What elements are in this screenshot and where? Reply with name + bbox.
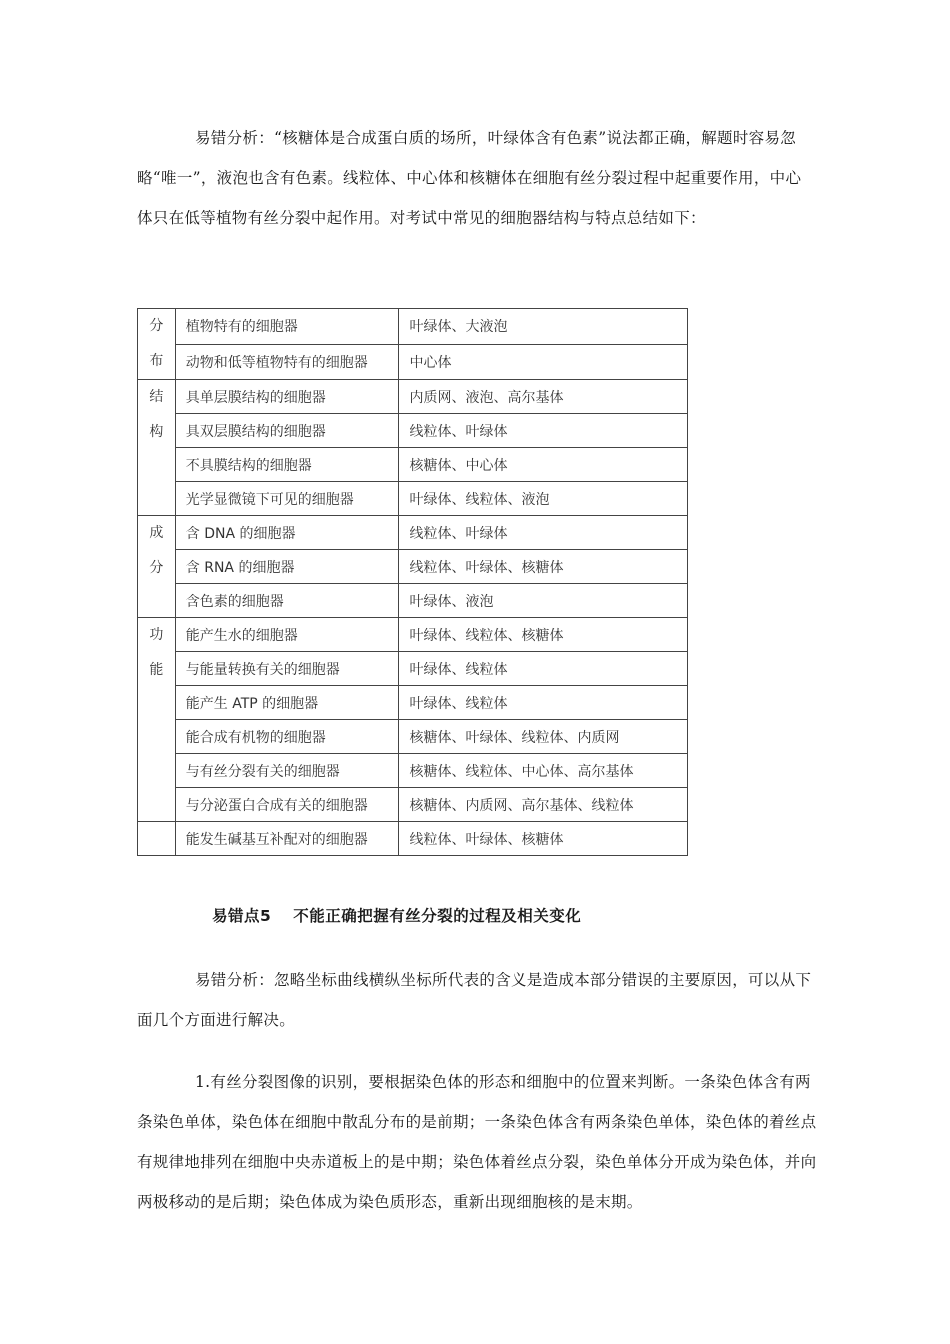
table-row — [138, 550, 688, 584]
section-heading — [212, 904, 581, 926]
organelle-list-cell: 叶绿体、液泡 — [399, 584, 688, 618]
organelle-list-cell: 核糖体、中心体 — [399, 448, 688, 482]
organelle-list-cell: 内质网、液泡、高尔基体 — [399, 380, 688, 414]
organelle-list-cell: 叶绿体、线粒体、液泡 — [399, 482, 688, 516]
organelle-list-cell: 叶绿体、线粒体 — [399, 686, 688, 720]
category-cell — [138, 516, 176, 618]
organelle-feature-cell: 与分泌蛋白合成有关的细胞器 — [175, 788, 399, 822]
category-char: 结 — [149, 389, 164, 405]
organelle-feature-cell: 与有丝分裂有关的细胞器 — [175, 754, 399, 788]
table-row — [138, 720, 688, 754]
table-row — [138, 380, 688, 414]
organelle-table — [137, 308, 688, 856]
category-char: 功 — [149, 627, 164, 643]
category-char: 能 — [149, 662, 164, 678]
organelle-feature-cell: 能产生 ATP 的细胞器 — [175, 686, 399, 720]
organelle-list-cell: 核糖体、内质网、高尔基体、线粒体 — [399, 788, 688, 822]
mitosis-point-1: 1.有丝分裂图像的识别，要根据染色体的形态和细胞中的位置来判断。一条染色体含有两条染色单体，染色体在细胞中散乱分布的是前期；一条染色体含有两条染色单体，染色体的着丝点有规律地排列在细胞中央赤道板上的是中期；染色体着丝点分裂，染色单体分开成为染色体，并向两极移动的是后期；染色体成为染色质形态，重新出现细胞核的是末期。 — [137, 1073, 817, 1211]
organelle-feature-cell: 具单层膜结构的细胞器 — [175, 380, 399, 414]
organelle-feature-cell: 与能量转换有关的细胞器 — [175, 652, 399, 686]
table-row — [138, 686, 688, 720]
category-cell — [138, 380, 176, 516]
organelle-feature-cell: 含 DNA 的细胞器 — [175, 516, 399, 550]
category-char: 分 — [149, 560, 164, 576]
organelle-list-cell: 线粒体、叶绿体 — [399, 414, 688, 448]
analysis-paragraph-2: 易错分析：忽略坐标曲线横纵坐标所代表的含义是造成本部分错误的主要原因，可以从下面几个方面进行解决。 — [137, 971, 812, 1029]
organelle-feature-cell: 能发生碱基互补配对的细胞器 — [175, 822, 399, 856]
table-row — [138, 448, 688, 482]
table-row — [138, 822, 688, 856]
table-row — [138, 414, 688, 448]
organelle-list-cell: 线粒体、叶绿体、核糖体 — [399, 822, 688, 856]
category-char: 布 — [149, 353, 164, 369]
table-row — [138, 754, 688, 788]
category-char: 成 — [149, 525, 164, 541]
organelle-table-body — [138, 309, 688, 856]
organelle-feature-cell: 动物和低等植物特有的细胞器 — [175, 344, 399, 380]
organelle-list-cell: 线粒体、叶绿体 — [399, 516, 688, 550]
section-number: 易错点5 — [212, 907, 272, 925]
category-cell — [138, 822, 176, 856]
analysis-paragraph: 易错分析：“核糖体是合成蛋白质的场所，叶绿体含有色素”说法都正确，解题时容易忽略“唯一”，液泡也含有色素。线粒体、中心体和核糖体在细胞有丝分裂过程中起重要作用，中心体只在低等植物有丝分裂中起作用。对考试中常见的细胞器结构与特点总结如下： — [137, 129, 802, 227]
organelle-feature-cell: 含色素的细胞器 — [175, 584, 399, 618]
organelle-feature-cell: 能合成有机物的细胞器 — [175, 720, 399, 754]
table-row — [138, 309, 688, 345]
organelle-list-cell: 叶绿体、线粒体、核糖体 — [399, 618, 688, 652]
organelle-feature-cell: 光学显微镜下可见的细胞器 — [175, 482, 399, 516]
category-char: 分 — [149, 318, 164, 334]
table-row — [138, 482, 688, 516]
table-row — [138, 788, 688, 822]
category-char: 构 — [149, 424, 164, 440]
organelle-feature-cell: 具双层膜结构的细胞器 — [175, 414, 399, 448]
section-title: 不能正确把握有丝分裂的过程及相关变化 — [293, 907, 582, 925]
organelle-feature-cell: 含 RNA 的细胞器 — [175, 550, 399, 584]
category-cell — [138, 309, 176, 380]
organelle-list-cell: 叶绿体、大液泡 — [399, 309, 688, 345]
table-row — [138, 652, 688, 686]
table-row — [138, 516, 688, 550]
organelle-feature-cell: 不具膜结构的细胞器 — [175, 448, 399, 482]
organelle-list-cell: 叶绿体、线粒体 — [399, 652, 688, 686]
table-row — [138, 344, 688, 380]
table-row — [138, 584, 688, 618]
organelle-feature-cell: 能产生水的细胞器 — [175, 618, 399, 652]
organelle-list-cell: 线粒体、叶绿体、核糖体 — [399, 550, 688, 584]
organelle-list-cell: 核糖体、线粒体、中心体、高尔基体 — [399, 754, 688, 788]
table-row — [138, 618, 688, 652]
category-cell — [138, 618, 176, 822]
organelle-list-cell: 核糖体、叶绿体、线粒体、内质网 — [399, 720, 688, 754]
organelle-list-cell: 中心体 — [399, 344, 688, 380]
organelle-feature-cell: 植物特有的细胞器 — [175, 309, 399, 345]
